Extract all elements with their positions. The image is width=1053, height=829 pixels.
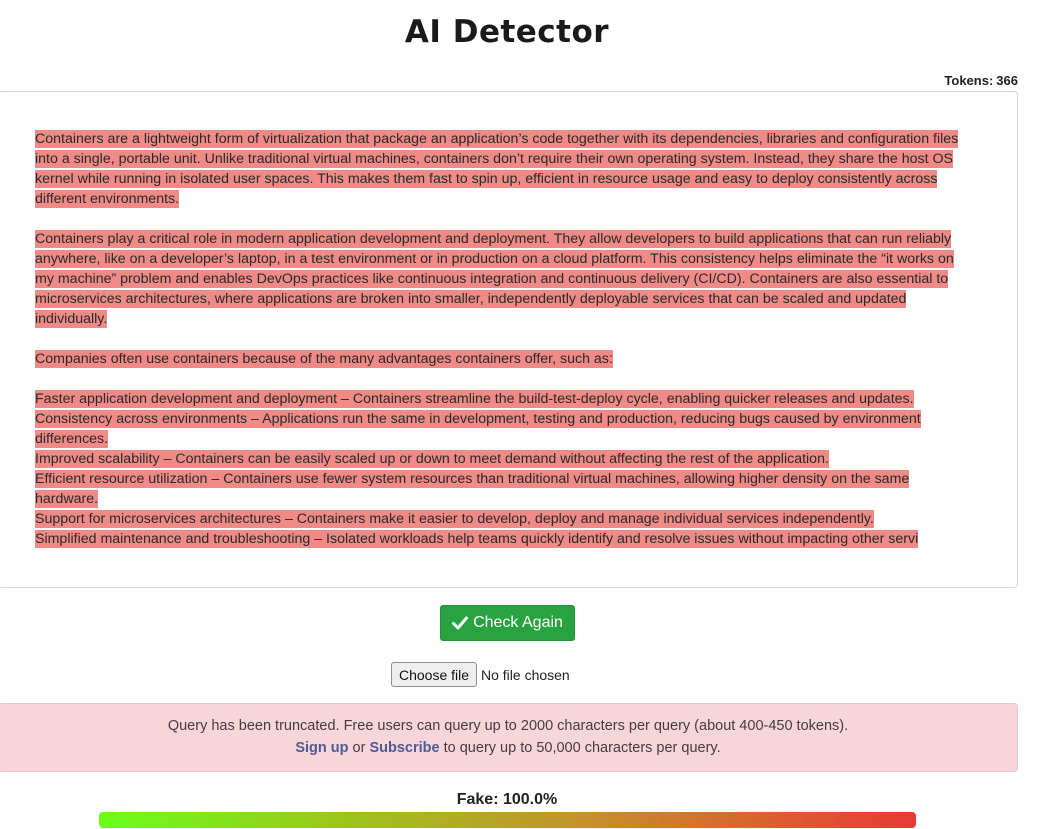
list-item (35, 389, 975, 409)
alert-or-text: or (352, 740, 366, 756)
truncation-alert (0, 703, 1018, 772)
highlighted-text: Companies often use containers because of the many advantages containers offer, such as: (35, 351, 613, 367)
highlighted-text: Simplified maintenance and troubleshooting – Isolated workloads help teams quickly identify and resolve issues without impacting other servi (35, 531, 919, 547)
file-input[interactable] (391, 662, 570, 687)
fake-score-meter (99, 812, 916, 828)
file-status: No file chosen (481, 666, 570, 683)
list-item (35, 409, 975, 449)
paragraph (35, 229, 975, 329)
text-editor[interactable] (0, 91, 1018, 588)
highlighted-text: Containers play a critical role in modern application development and deployment. They allow developers to build applications that can run reliably anywhere, like on a developer’s laptop, in a test environment or in production on a cloud platform. This consistency helps eliminate the “it works on my machine” problem and enables DevOps practices like continuous integration and continuous delivery (CI/CD). Containers are also essential to microservices architectures, where applications are broken into smaller, independently deployable services that can be scaled and updated individually. (35, 231, 954, 327)
token-count (944, 73, 1018, 88)
paragraph (35, 129, 975, 209)
highlighted-text: Consistency across environments – Applications run the same in development, testing and production, reducing bugs caused by environment differences. (35, 411, 921, 447)
highlighted-text: Containers are a lightweight form of virtualization that package an application’s code together with its dependencies, libraries and configuration files into a single, portable unit. Unlike traditional virtual machines, containers don’t require their own operating system. Instead, they share the host OS kernel while running in isolated user spaces. This makes them fast to spin up, efficient in resource usage and easy to deploy consistently across different environments. (35, 131, 959, 207)
fake-score-label: Fake: 100.0% (456, 791, 558, 808)
choose-file-button[interactable]: Choose file (391, 662, 477, 687)
highlighted-text: Support for microservices architectures – Containers make it easier to develop, deploy and manage individual services independently. (35, 511, 874, 527)
page-title: AI Detector (404, 14, 610, 50)
tokens-label: Tokens: (944, 73, 994, 88)
highlighted-text: Faster application development and deployment – Containers streamline the build-test-deploy cycle, enabling quicker releases and updates. (35, 391, 914, 407)
alert-line-1: Query has been truncated. Free users can query up to 2000 characters per query (about 400-450 tokens). (167, 718, 849, 734)
highlighted-text: Improved scalability – Containers can be easily scaled up or down to meet demand without affecting the rest of the application. (35, 451, 829, 467)
paragraph (35, 349, 975, 369)
sign-up-link[interactable]: Sign up (295, 740, 349, 756)
list-item (35, 509, 975, 529)
tokens-value: 366 (996, 73, 1018, 88)
check-again-button[interactable] (440, 605, 575, 641)
list-item (35, 449, 975, 469)
subscribe-link[interactable]: Subscribe (369, 740, 440, 756)
alert-line-2-text: to query up to 50,000 characters per query. (443, 740, 721, 756)
alert-line-2 (0, 737, 1017, 759)
editor-content[interactable] (35, 129, 975, 549)
highlighted-text: Efficient resource utilization – Containers use fewer system resources than traditional virtual machines, allowing higher density on the same hardware. (35, 471, 910, 507)
check-icon (452, 616, 468, 630)
list-item (35, 529, 975, 549)
list-item (35, 469, 975, 509)
check-again-label: Check Again (473, 614, 563, 631)
